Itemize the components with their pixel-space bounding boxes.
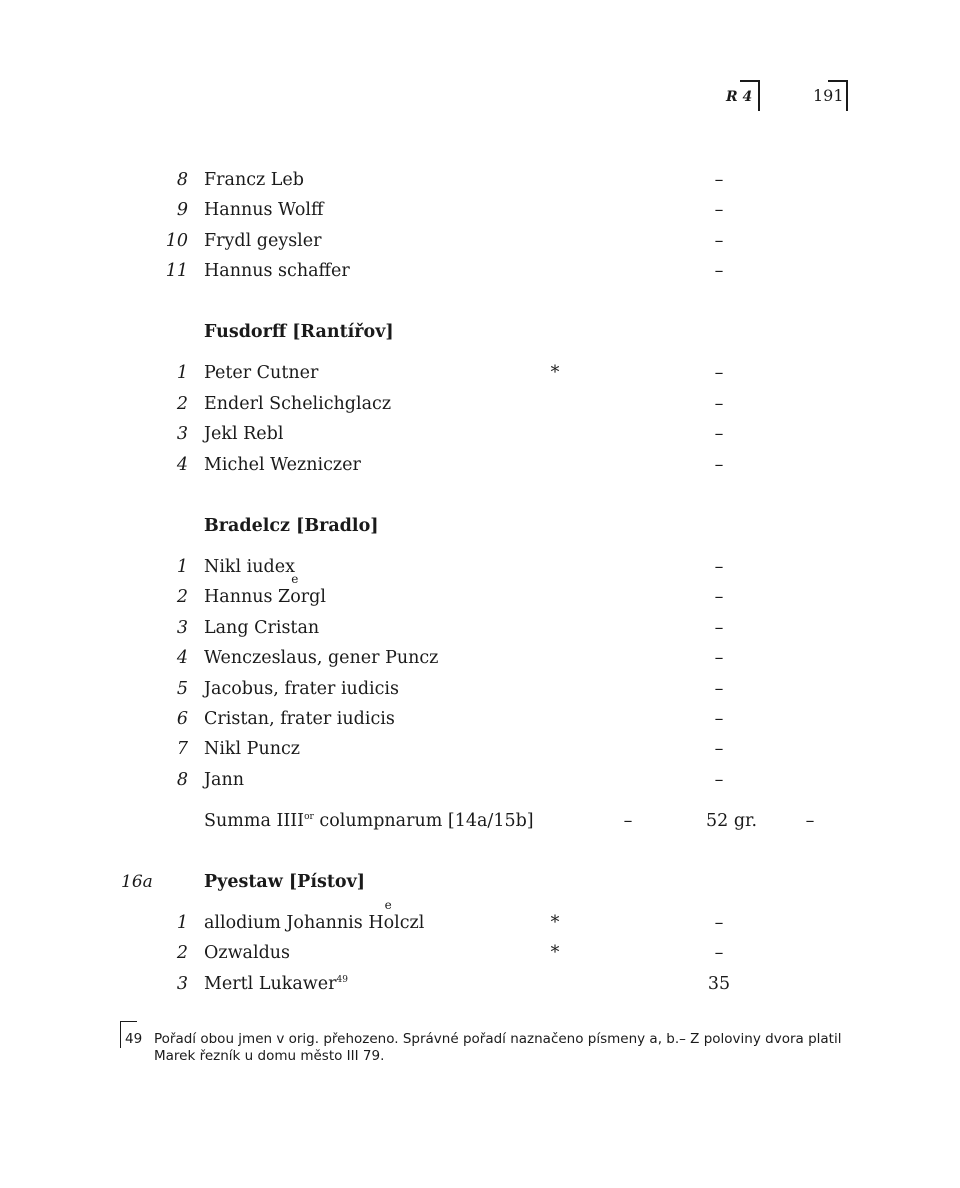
entry-name-part: rgl [300,587,326,607]
entry-number: 3 [176,974,188,994]
asterisk-mark: * [550,363,560,383]
entry-value: – [714,913,724,933]
entry-name: Ozwaldus [204,943,291,963]
entry-name: Enderl Schelichglacz [204,394,392,414]
asterisk-mark: * [550,913,560,933]
entry-value: – [714,618,724,638]
base-letter: o [290,587,301,607]
entry-value: 35 [707,974,731,994]
entry-number: 2 [176,587,188,607]
summa-label: Summa IIII [204,811,305,831]
entry-name: Michel Wezniczer [204,455,361,475]
entry-value: – [714,770,724,790]
entry-number: 5 [176,679,188,699]
entry-number: 8 [176,770,188,790]
entry-name: Wenczeslaus, gener Puncz [204,648,439,668]
summa-row [0,807,960,835]
list-item [0,166,960,194]
entry-name [204,572,326,611]
list-item [0,257,960,285]
entry-value: – [714,170,724,190]
entry-name: Nikl iudex [204,557,295,577]
entry-number: 1 [176,557,188,577]
list-item [0,196,960,224]
list-item [0,970,960,998]
folio-reference: 16a [121,872,153,892]
entry-number: 1 [176,913,188,933]
section-heading: Bradelcz [Bradlo] [204,516,379,536]
list-item [0,359,960,387]
entry-value: – [714,943,724,963]
entry-number: 1 [176,363,188,383]
entry-name: Peter Cutner [204,363,319,383]
entry-number: 3 [176,618,188,638]
entry-value: – [714,394,724,414]
entry-value: – [714,648,724,668]
list-item [0,420,960,448]
section-label: R 4 [726,89,753,105]
entry-name: Lang Cristan [204,618,320,638]
entry-name: Hannus schaffer [204,261,350,281]
list-item [0,735,960,763]
entry-value: – [714,587,724,607]
list-item [0,898,960,937]
entry-number: 8 [176,170,188,190]
footnote-text: Pořadí obou jmen v orig. přehozeno. Správné pořadí naznačeno písmeny a, b.– Z poloviny dvora platil Marek řezník u domu město III 79. [154,1031,842,1064]
entry-name: Frydl geysler [204,231,322,251]
entry-name-part: lczl [394,913,425,933]
entry-value: – [714,231,724,251]
list-item [0,614,960,642]
entry-name [204,898,425,937]
entry-number: 7 [176,739,188,759]
overlay-letter: e [291,572,299,586]
entry-number: 3 [176,424,188,444]
entry-number: 2 [176,394,188,414]
entry-name-part: allodium Johannis H [204,913,384,933]
entry-name: Francz Leb [204,170,304,190]
entry-number: 4 [176,648,188,668]
entry-value: – [714,363,724,383]
entry-value: – [714,424,724,444]
entry-number: 4 [176,455,188,475]
summa-col-2: 52 gr. [706,811,758,831]
entry-name: Nikl Puncz [204,739,301,759]
entry-name: Jekl Rebl [204,424,284,444]
entry-name-text: Mertl Lukawer [204,974,337,994]
entry-value: – [714,679,724,699]
overlay-letter: e [384,898,392,912]
section-heading: Pyestaw [Pístov] [204,872,366,892]
entry-number: 9 [176,200,188,220]
entry-value: – [714,709,724,729]
entry-value: – [714,455,724,475]
entry-value: – [714,557,724,577]
entry-number: 11 [165,261,188,281]
base-letter: o [383,913,395,933]
entry-name-part: Hannus Z [204,587,291,607]
list-item [0,939,960,967]
entry-name: Jann [204,770,244,790]
entry-value: – [714,739,724,759]
page-number: 191 [813,86,844,105]
superscript-letter [383,898,395,937]
list-item [0,451,960,479]
summa-col-1: – [623,811,633,831]
entry-name: Jacobus, frater iudicis [204,679,400,699]
footnote-number: 49 [125,1031,143,1047]
entry-value: – [714,261,724,281]
list-item [0,572,960,611]
list-item [0,675,960,703]
footnote-ref[interactable]: 49 [336,975,348,985]
page-corner-mark [828,80,848,111]
section-corner-mark [740,80,760,111]
entry-name [204,970,348,998]
entry-value: – [714,200,724,220]
list-item [0,227,960,255]
list-item [0,644,960,672]
entry-number: 10 [165,231,188,251]
list-item [0,705,960,733]
entry-name: Cristan, frater iudicis [204,709,395,729]
asterisk-mark: * [550,943,560,963]
summa-label-rest: columpnarum [14a/15b] [313,811,534,831]
summa-text [204,807,534,835]
list-item [0,390,960,418]
list-item [0,553,960,581]
section-heading: Fusdorff [Rantířov] [204,322,394,342]
entry-number: 6 [176,709,188,729]
superscript-letter [290,572,301,611]
entry-number: 2 [176,943,188,963]
entry-name: Hannus Wolff [204,200,324,220]
summa-superscript: or [304,812,314,822]
summa-col-3: – [805,811,815,831]
list-item [0,766,960,794]
